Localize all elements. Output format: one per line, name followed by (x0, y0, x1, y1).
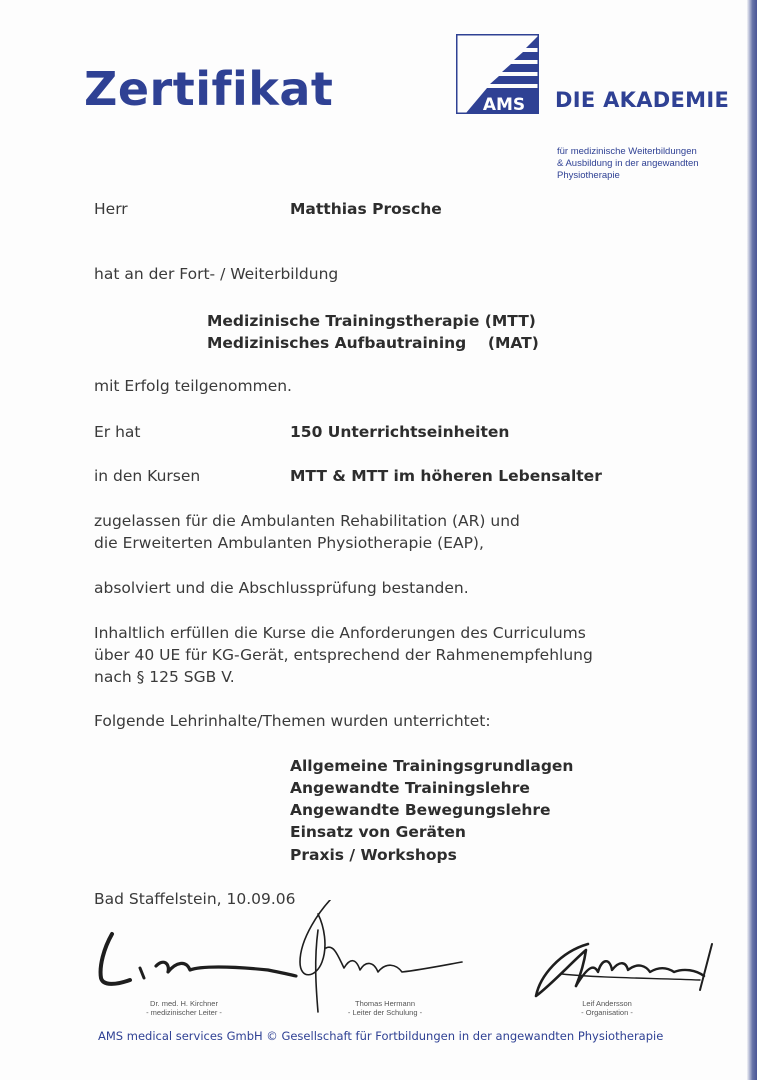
topic-item: Einsatz von Geräten (290, 823, 466, 841)
tagline-line: Physiotherapie (557, 170, 620, 181)
signature-hermann (300, 900, 462, 1012)
recipient-name: Matthias Prosche (290, 200, 442, 218)
course-line: Medizinische Trainingstherapie (MTT) (207, 312, 536, 330)
signer-role: - Organisation - (581, 1008, 633, 1017)
topic-item: Angewandte Trainingslehre (290, 779, 530, 797)
exam-text: absolviert und die Abschlussprüfung bestanden. (94, 579, 469, 597)
footer-text: AMS medical services GmbH © Gesellschaft für Fortbildungen in der angewandten Physiotherapie (98, 1029, 664, 1043)
salutation: Herr (94, 200, 128, 218)
signature-kirchner (101, 934, 296, 984)
signer-role: - medizinischer Leiter - (146, 1008, 222, 1017)
certificate-title: Zertifikat (84, 62, 334, 116)
success-text: mit Erfolg teilgenommen. (94, 377, 292, 395)
signature-caption-kirchner (129, 999, 239, 1017)
signer-name: Dr. med. H. Kirchner (150, 999, 218, 1008)
signer-name: Thomas Hermann (354, 999, 416, 1008)
intro-text: hat an der Fort- / Weiterbildung (94, 265, 339, 283)
signature-caption-hermann (330, 999, 440, 1017)
org-name: DIE AKADEMIE (555, 88, 730, 112)
units-value: 150 Unterrichtseinheiten (290, 423, 510, 441)
approval-line: zugelassen für die Ambulanten Rehabilitation (AR) und (94, 512, 520, 530)
units-label: Er hat (94, 423, 141, 441)
place-date: Bad Staffelstein, 10.09.06 (94, 890, 296, 908)
tagline-line: für medizinische Weiterbildungen (557, 146, 697, 157)
approval-line: die Erweiterten Ambulanten Physiotherapie (EAP), (94, 534, 484, 552)
org-tagline (557, 146, 699, 182)
course-line: Medizinisches Aufbautraining (MAT) (207, 334, 539, 352)
courses-value: MTT & MTT im höheren Lebensalter (290, 467, 602, 485)
logo-abbr: AMS (482, 95, 526, 114)
tagline-line: & Ausbildung in der angewandten (557, 158, 699, 169)
signature-caption-andersson (552, 999, 662, 1017)
topic-item: Allgemeine Trainingsgrundlagen (290, 757, 574, 775)
curriculum-line: nach § 125 SGB V. (94, 668, 235, 686)
topic-item: Angewandte Bewegungslehre (290, 801, 551, 819)
ams-logo (456, 34, 539, 114)
curriculum-line: über 40 UE für KG-Gerät, entsprechend der Rahmenempfehlung (94, 646, 593, 664)
signer-role: - Leiter der Schulung - (347, 1008, 423, 1017)
topic-item: Praxis / Workshops (290, 846, 457, 864)
curriculum-line: Inhaltlich erfüllen die Kurse die Anforderungen des Curriculums (94, 624, 586, 642)
signature-andersson (536, 944, 712, 996)
topics-intro: Folgende Lehrinhalte/Themen wurden unterrichtet: (94, 712, 491, 730)
courses-label: in den Kursen (94, 467, 201, 485)
signer-name: Leif Andersson (582, 999, 632, 1008)
